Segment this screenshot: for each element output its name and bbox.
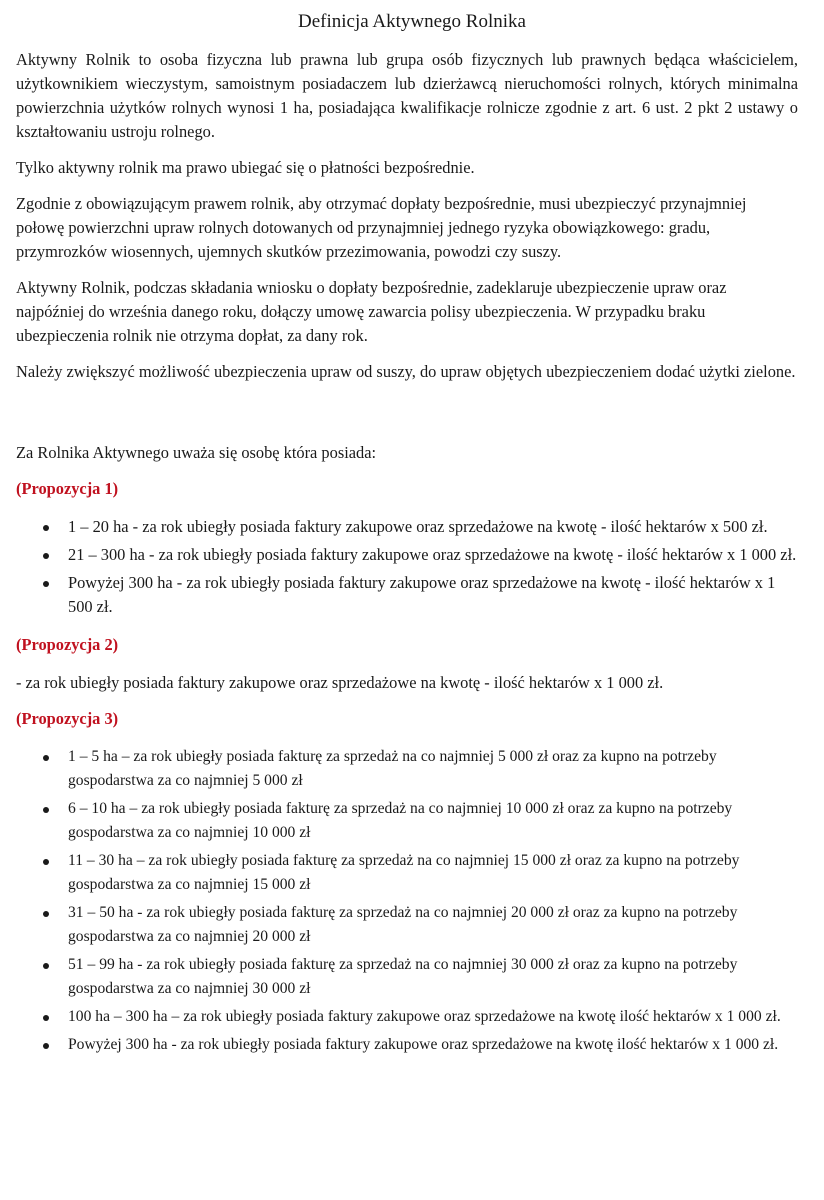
list-item-text: 11 – 30 ha – za rok ubiegły posiada fakturę za sprzedaż na co najmniej 15 000 zł oraz za kupno na potrzeby gospodarstwa za co najmniej 15 000 zł	[68, 852, 740, 893]
list-item	[16, 1005, 798, 1029]
list-item-text: 51 – 99 ha - za rok ubiegły posiada fakturę za sprzedaż na co najmniej 30 000 zł oraz za kupno na potrzeby gospodarstwa za co najmniej 30 000 zł	[68, 956, 738, 997]
bullet-icon	[43, 553, 49, 559]
intro-text: Za Rolnika Aktywnego uważa się osobę która posiada:	[16, 443, 377, 462]
proposal-1-list	[16, 515, 798, 619]
spacer	[16, 396, 798, 441]
paragraph-insurance-requirement: Zgodnie z obowiązującym prawem rolnik, aby otrzymać dopłaty bezpośrednie, musi ubezpieczyć przynajmniej połowę powierzchni upraw rolnych dotowanych od przynajmniej jednego ryzyka obowiązkowego: gradu, przymrozków wiosennych, ujemnych skutków przezimowania, powodzi czy suszy.	[16, 194, 747, 261]
list-item-text: Powyżej 300 ha - za rok ubiegły posiada faktury zakupowe oraz sprzedażowe na kwotę ilość hektarów x 1 000 zł.	[68, 1036, 779, 1053]
list-item-text: 31 – 50 ha - za rok ubiegły posiada fakturę za sprzedaż na co najmniej 20 000 zł oraz za kupno na potrzeby gospodarstwa za co najmniej 20 000 zł	[68, 904, 738, 945]
list-item	[16, 953, 798, 1001]
document-title: Definicja Aktywnego Rolnika	[298, 11, 526, 32]
list-item	[16, 901, 798, 949]
proposal-3-list	[16, 745, 798, 1057]
list-item	[16, 515, 798, 539]
paragraph-definition: Aktywny Rolnik to osoba fizyczna lub prawna lub grupa osób fizycznych lub prawnych będąca właścicielem, użytkownikiem wieczystym, samoistnym posiadaczem lub dzierżawcą nieruchomości rolnych, których minimalna powierzchnia użytków rolnych wynosi 1 ha, posiadająca kwalifikacje rolnicze zgodnie z art. 6 ust. 2 pkt 2 ustawy o kształtowaniu ustroju rolnego.	[16, 50, 798, 141]
proposal-1-heading: (Propozycja 1)	[16, 479, 119, 498]
list-item-text: 1 – 5 ha – za rok ubiegły posiada fakturę za sprzedaż na co najmniej 5 000 zł oraz za kupno na potrzeby gospodarstwa za co najmniej 5 000 zł	[68, 748, 717, 789]
list-item-text: 21 – 300 ha - za rok ubiegły posiada faktury zakupowe oraz sprzedażowe na kwotę - ilość hektarów x 1 000 zł.	[68, 545, 797, 564]
bullet-icon	[43, 807, 49, 813]
bullet-icon	[43, 755, 49, 761]
list-item-text: Powyżej 300 ha - za rok ubiegły posiada faktury zakupowe oraz sprzedażowe na kwotę - ilość hektarów x 1 500 zł.	[68, 573, 776, 616]
paragraph-application: Aktywny Rolnik, podczas składania wniosku o dopłaty bezpośrednie, zadeklaruje ubezpieczenie upraw oraz najpóźniej do września danego roku, dołączy umowę zawarcia polisy ubezpieczenia. W przypadku braku ubezpieczenia rolnik nie otrzyma dopłat, za dany rok.	[16, 278, 727, 345]
list-item	[16, 849, 798, 897]
bullet-icon	[43, 1015, 49, 1021]
bullet-icon	[43, 1043, 49, 1049]
proposal-3-heading: (Propozycja 3)	[16, 709, 119, 728]
list-item	[16, 745, 798, 793]
bullet-icon	[43, 859, 49, 865]
list-item	[16, 571, 798, 619]
list-item-text: 6 – 10 ha – za rok ubiegły posiada fakturę za sprzedaż na co najmniej 10 000 zł oraz za kupno na potrzeby gospodarstwa za co najmniej 10 000 zł	[68, 800, 733, 841]
paragraph-drought: Należy zwiększyć możliwość ubezpieczenia upraw od suszy, do upraw objętych ubezpieczeniem dodać użytki zielone.	[16, 362, 796, 381]
bullet-icon	[43, 581, 49, 587]
proposal-2-text: - za rok ubiegły posiada faktury zakupowe oraz sprzedażowe na kwotę - ilość hektarów x 1 000 zł.	[16, 673, 664, 692]
bullet-icon	[43, 525, 49, 531]
list-item	[16, 543, 798, 567]
paragraph-payments: Tylko aktywny rolnik ma prawo ubiegać się o płatności bezpośrednie.	[16, 158, 475, 177]
list-item	[16, 797, 798, 845]
list-item-text: 100 ha – 300 ha – za rok ubiegły posiada faktury zakupowe oraz sprzedażowe na kwotę ilość hektarów x 1 000 zł.	[68, 1008, 781, 1025]
bullet-icon	[43, 963, 49, 969]
list-item-text: 1 – 20 ha - za rok ubiegły posiada faktury zakupowe oraz sprzedażowe na kwotę - ilość hektarów x 500 zł.	[68, 517, 768, 536]
bullet-icon	[43, 911, 49, 917]
proposal-2-heading: (Propozycja 2)	[16, 635, 119, 654]
list-item	[16, 1033, 798, 1057]
